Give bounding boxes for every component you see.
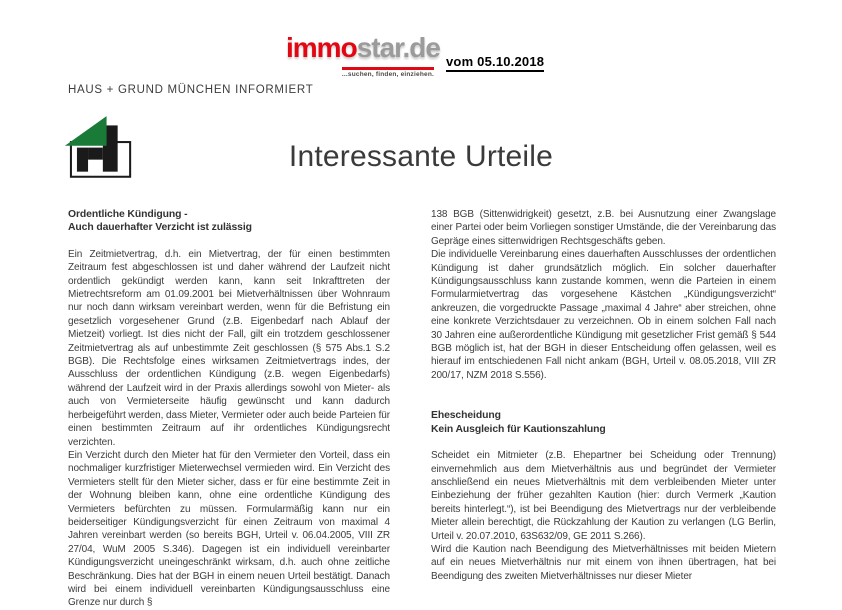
page-title: Interessante Urteile bbox=[288, 140, 554, 173]
paragraph: Ein Zeitmietvertrag, d.h. ein Mietvertrag, der für einen bestimmten Zeitraum fest abgeschlossen ist und daher während der Laufzeit nicht ordentlich gekündigt werden kann, kann seit Inkrafttreten der Mietrechtsreform am 01.09.2001 bei Mietverhältnissen über Wohnraum nur noch dann wirksam vereinbart werden, wenn für die Befristung ein gesetzlich vorgesehener Grund (z.B. Eigenbedarf nach Ablauf der Mietzeit) vorliegt. Ist dies nicht der Fall, gilt ein trotzdem geschlossener Zeitmietvertrag als auf unbestimmte Zeit geschlossen (§ 575 Abs.1 S.2 BGB). Die Rechtsfolge eines wirksamen Zeitmietvertrags indes, der Ausschluss der ordentlichen Kündigung (z.B. wegen Eigenbedarfs) während der Laufzeit wird in der Praxis allerdings sowohl von Mieter- als auch von Vermieterseite häufig gewünscht und kann dadurch herbeigeführt werden, dass Mieter, Vermieter oder auch beide Parteien für einen bestimmten Zeitraum auf ihr ordentliches Kündigungsrecht verzichten. bbox=[68, 248, 390, 448]
paragraph: Ein Verzicht durch den Mieter hat für den Vermieter den Vorteil, dass ein nochmaliger kurzfristiger Mieterwechsel vermieden wird. Ein Verzicht des Vermieters stellt für den Mieter sicher, dass er für eine bestimmte Zeit in der Wohnung bleiben kann, ohne eine ordentliche Kündigung des Vermieters befürchten zu müssen. Formularmäßig kann nur ein beiderseitiger Kündigungsverzicht für einen Zeitraum von maximal 4 Jahren vereinbart werden (so bereits BGH, Urteil v. 06.04.2005, VIII ZR 27/04, WuM 2005 S.346). Dagegen ist ein individuell vereinbarter Kündigungsverzicht uneingeschränkt wirksam, d.h. auch ohne zeitliche Beschränkung. Dies hat der BGH in einem neuen Urteil bestätigt. Danach wird bei einem individuell vereinbarten Kündigungsausschluss eine Grenze nur durch § bbox=[68, 449, 390, 609]
logo-word-star: star.de bbox=[356, 32, 440, 63]
article-body bbox=[68, 208, 776, 610]
article-column-right bbox=[431, 208, 776, 610]
heading-line: Auch dauerhafter Verzicht ist zulässig bbox=[68, 222, 252, 234]
paragraph: Scheidet ein Mitmieter (z.B. Ehepartner bei Scheidung oder Trennung) einvernehmlich aus dem Mietverhältnis aus und begründet der Vermieter anschließend ein neues Mietverhältnis mit dem verbleibenden Mieter unter Einbeziehung der früher gezahlten Kaution (hier: durch Vermerk „Kaution bereits hinterlegt.“), ist bei Beendigung des Mietvertrags nur der verbleibende Mieter allein berechtigt, die Rückzahlung der Kaution zu verlangen (LG Berlin, Urteil v. 20.07.2010, 63S632/09, GE 2011 S.266). bbox=[431, 450, 776, 542]
paragraph: Wird die Kaution nach Beendigung des Mietverhältnisses mit beiden Mietern auf ein neues Mietverhältnis nur mit einem von ihnen übertragen, hat bei Beendigung des zweiten Mietverhältnisses nur dieser Mieter bbox=[431, 543, 776, 582]
immostar-wordmark bbox=[286, 32, 440, 63]
paragraph: Die individuelle Vereinbarung eines dauerhaften Ausschlusses der ordentlichen Kündigung ist daher grundsätzlich möglich. Ein solcher dauerhafter Kündigungsausschluss kann zustande kommen, wenn die Parteien in einem Formularmietvertrag das vorgesehene Kästchen „Kündigungsverzicht“ ankreuzen, die vorgedruckte Passage „maximal 4 Jahre“ aber streichen, ohne eine konkrete Verzichtsdauer zu verzeichnen. Ob in einem solchen Fall nach 30 Jahren eine außerordentliche Kündigung mit gesetzlicher Frist gemäß § 544 BGB möglich ist, hat der BGH in dieser Entscheidung offen gelassen, weil es hierauf im entschiedenen Fall nicht ankam (BGH, Urteil v. 08.05.2018, VIII ZR 200/17, NZM 2018 S.556). bbox=[431, 249, 776, 381]
paragraph: 138 BGB (Sittenwidrigkeit) gesetzt, z.B. bei Ausnutzung einer Zwangslage einer Partei oder beim Vorliegen sonstiger Umstände, die der Vereinbarung das Gepräge eines sittenwidrigen Rechtsgeschäfts geben. bbox=[431, 209, 776, 247]
logo-tagline: ...suchen, finden, einziehen. bbox=[342, 67, 434, 78]
kicker-haus-grund: HAUS + GRUND MÜNCHEN INFORMIERT bbox=[68, 84, 314, 96]
heading-line: Kein Ausgleich für Kautionszahlung bbox=[431, 423, 606, 435]
immostar-logo bbox=[286, 32, 440, 81]
heading-line: Ordentliche Kündigung - bbox=[68, 209, 188, 220]
issue-date: vom 05.10.2018 bbox=[446, 54, 544, 72]
logo-word-immo: immo bbox=[286, 32, 357, 63]
logo-tagline-row bbox=[286, 63, 436, 81]
section-heading-ehescheidung bbox=[431, 409, 776, 436]
article-column-left bbox=[68, 208, 390, 610]
section-heading-ordentliche-kuendigung bbox=[68, 208, 390, 235]
heading-line: Ehescheidung bbox=[431, 410, 501, 422]
